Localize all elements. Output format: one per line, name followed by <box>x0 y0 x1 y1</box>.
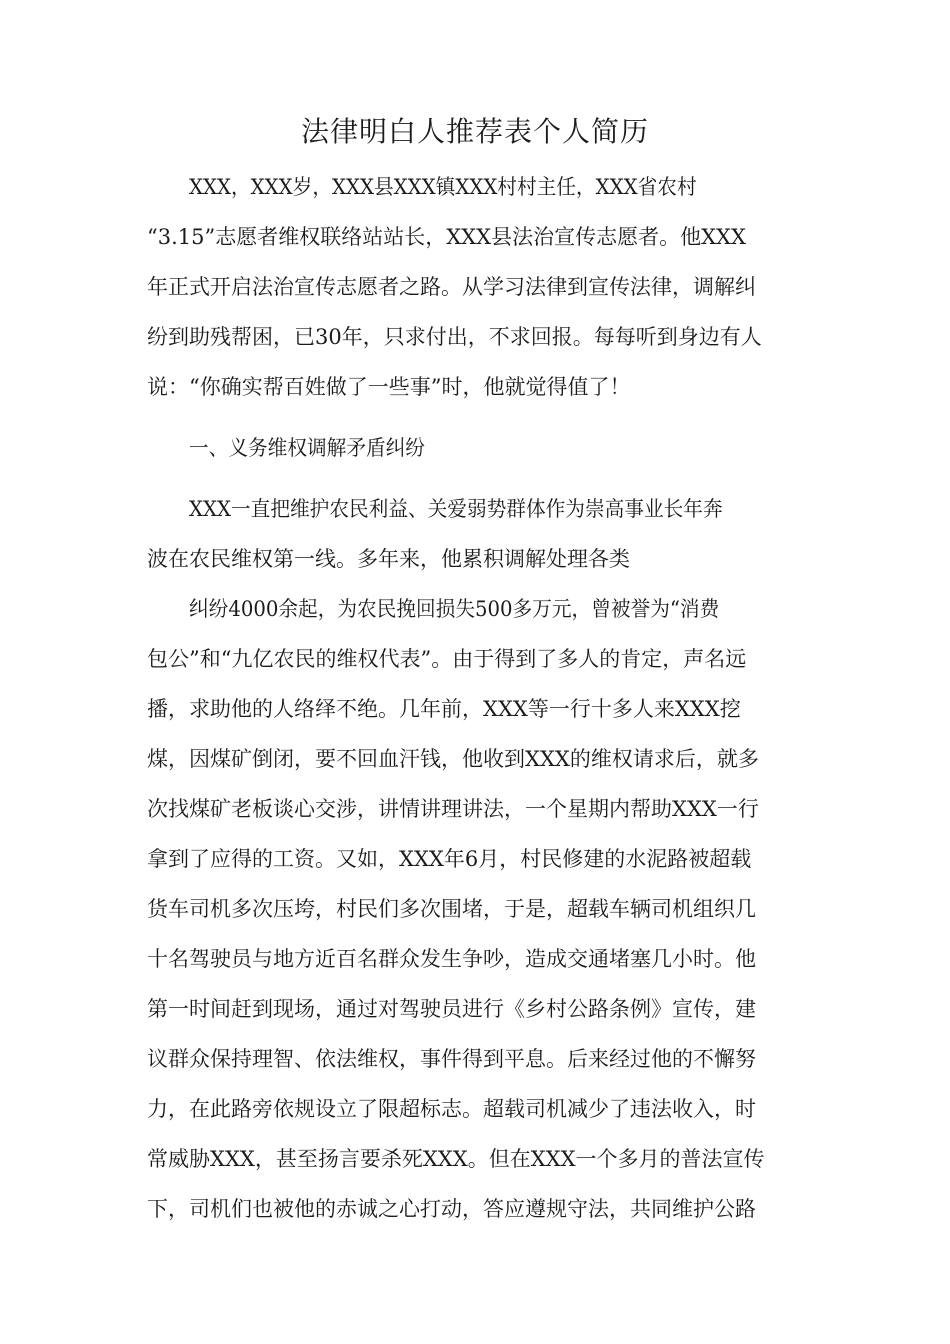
body-line: 播，求助他的人络绎不绝。几年前，XXX等一行十多人来XXX挖 <box>147 697 741 721</box>
body-line: 拿到了应得的工资。又如，XXX年6月，村民修建的水泥路被超载 <box>147 847 752 871</box>
section-heading: 一、义务维权调解矛盾纠纷 <box>189 436 425 460</box>
body-line: 煤，因煤矿倒闭，要不回血汗钱，他收到XXX的维权请求后，就多 <box>147 747 759 771</box>
body-line: “3.15”志愿者维权联络站站长，XXX县法治宣传志愿者。他XXX <box>147 225 746 249</box>
document-title: 法律明白人推荐表个人简历 <box>300 115 649 148</box>
body-line: XXX，XXX岁，XXX县XXX镇XXX村村主任，XXX省农村 <box>189 175 697 199</box>
body-line: 包公”和“九亿农民的维权代表”。由于得到了多人的肯定，声名远 <box>147 647 747 671</box>
body-line: 十名驾驶员与地方近百名群众发生争吵，造成交通堵塞几小时。他 <box>147 947 756 971</box>
body-line: 下，司机们也被他的赤诚之心打动，答应遵规守法，共同维护公路 <box>147 1197 756 1221</box>
body-line: 年正式开启法治宣传志愿者之路。从学习法律到宣传法律，调解纠 <box>147 275 756 299</box>
body-line: XXX一直把维护农民利益、关爱弱势群体作为崇高事业长年奔 <box>189 497 723 521</box>
body-line: 力，在此路旁依规设立了限超标志。超载司机减少了违法收入，时 <box>147 1097 756 1121</box>
body-line: 纠纷4000余起，为农民挽回损失500多万元，曾被誉为“消费 <box>189 597 720 621</box>
body-line: 货车司机多次压垮，村民们多次围堵，于是，超载车辆司机组织几 <box>147 897 756 921</box>
body-line: 说：“你确实帮百姓做了一些事”时，他就觉得值了！ <box>147 375 631 399</box>
body-line: 波在农民维权第一线。多年来，他累积调解处理各类 <box>147 547 630 571</box>
body-line: 次找煤矿老板谈心交涉，讲情讲理讲法，一个星期内帮助XXX一行 <box>147 797 759 821</box>
body-line: 纷到助残帮困，已30年，只求付出，不求回报。每每听到身边有人 <box>147 325 762 349</box>
body-line: 议群众保持理智、依法维权，事件得到平息。后来经过他的不懈努 <box>147 1047 756 1071</box>
body-line: 第一时间赶到现场，通过对驾驶员进行《乡村公路条例》宣传，建 <box>147 997 756 1021</box>
body-line: 常威胁XXX，甚至扬言要杀死XXX。但在XXX一个多月的普法宣传 <box>147 1147 765 1171</box>
